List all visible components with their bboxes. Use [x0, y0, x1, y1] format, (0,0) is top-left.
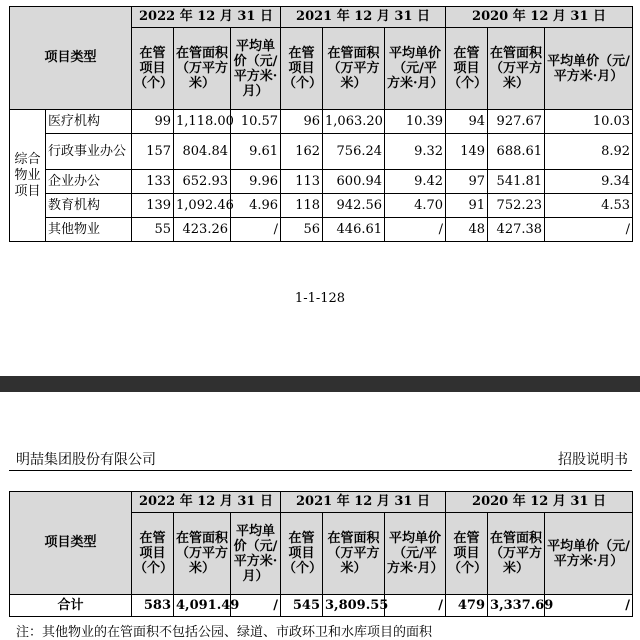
cell: 9.42	[385, 170, 446, 194]
header-count: 在管项目（个）	[132, 28, 174, 110]
cell: 1,063.20	[323, 110, 385, 134]
cell: 4.70	[385, 194, 446, 218]
cell: 545	[281, 595, 323, 617]
cell: /	[545, 595, 633, 617]
header-area: 在管面积（万平方米）	[488, 513, 545, 595]
cell: 4.96	[231, 194, 281, 218]
header-price: 平均单价（元/平方米·月）	[231, 513, 281, 595]
header-count: 在管项目（个）	[446, 513, 488, 595]
cell: 423.26	[174, 218, 231, 242]
cell: 4.53	[545, 194, 633, 218]
header-year-2020: 2020 年 12 月 31 日	[446, 7, 633, 28]
header-price: 平均单价（元/平方米·月）	[385, 28, 446, 110]
cell: 479	[446, 595, 488, 617]
header-area: 在管面积（万平方米）	[488, 28, 545, 110]
table-row	[10, 194, 633, 218]
header-price: 平均单价（元/平方米·月）	[231, 28, 281, 110]
table-row	[10, 110, 633, 134]
header-area: 在管面积（万平方米）	[174, 28, 231, 110]
cell: 133	[132, 170, 174, 194]
cell: 804.84	[174, 134, 231, 170]
cell: 3,337.69	[488, 595, 545, 617]
total-row	[10, 595, 633, 617]
cell: /	[385, 218, 446, 242]
cell: 97	[446, 170, 488, 194]
header-project-type: 项目类型	[10, 7, 132, 110]
cell: 8.92	[545, 134, 633, 170]
row-label: 企业办公	[46, 170, 132, 194]
header-count: 在管项目（个）	[446, 28, 488, 110]
property-table-continued	[9, 6, 633, 242]
cell: 942.56	[323, 194, 385, 218]
cell: 162	[281, 134, 323, 170]
row-label: 教育机构	[46, 194, 132, 218]
header-count: 在管项目（个）	[281, 513, 323, 595]
header-area: 在管面积（万平方米）	[323, 28, 385, 110]
cell: 446.61	[323, 218, 385, 242]
table-row	[10, 218, 633, 242]
cell: 10.39	[385, 110, 446, 134]
page-number: 1-1-128	[294, 291, 346, 306]
cell: 9.61	[231, 134, 281, 170]
header-project-type: 项目类型	[10, 492, 132, 595]
cell: 427.38	[488, 218, 545, 242]
header-area: 在管面积（万平方米）	[174, 513, 231, 595]
table-row	[10, 170, 633, 194]
header-price: 平均单价（元/平方米·月）	[545, 513, 633, 595]
header-year-2022: 2022 年 12 月 31 日	[132, 492, 281, 513]
cell: 583	[132, 595, 174, 617]
cell: 752.23	[488, 194, 545, 218]
cell: 652.93	[174, 170, 231, 194]
cell: /	[231, 218, 281, 242]
cell: 56	[281, 218, 323, 242]
header-year-2020: 2020 年 12 月 31 日	[446, 492, 633, 513]
group-label: 综合物业项目	[10, 110, 46, 242]
total-label: 合计	[10, 595, 132, 617]
cell: 541.81	[488, 170, 545, 194]
cell: 113	[281, 170, 323, 194]
cell: 149	[446, 134, 488, 170]
cell: /	[385, 595, 446, 617]
cell: 688.61	[488, 134, 545, 170]
header-count: 在管项目（个）	[281, 28, 323, 110]
cell: 3,809.55	[323, 595, 385, 617]
row-label: 医疗机构	[46, 110, 132, 134]
cell: 600.94	[323, 170, 385, 194]
header-price: 平均单价（元/平方米·月）	[545, 28, 633, 110]
cell: 927.67	[488, 110, 545, 134]
page-divider	[0, 376, 640, 392]
footnote: 注：其他物业的在管面积不包括公园、绿道、市政环卫和水库项目的面积	[16, 625, 433, 640]
cell: 99	[132, 110, 174, 134]
header-year-2022: 2022 年 12 月 31 日	[132, 7, 281, 28]
cell: 96	[281, 110, 323, 134]
cell: 91	[446, 194, 488, 218]
cell: 118	[281, 194, 323, 218]
header-rule	[9, 470, 632, 471]
header-price: 平均单价（元/平方米·月）	[385, 513, 446, 595]
document-type: 招股说明书	[558, 452, 628, 468]
cell: 48	[446, 218, 488, 242]
cell: 1,118.00	[174, 110, 231, 134]
header-count: 在管项目（个）	[132, 513, 174, 595]
row-label: 其他物业	[46, 218, 132, 242]
table-row	[10, 134, 633, 170]
cell: 1,092.46	[174, 194, 231, 218]
cell: 55	[132, 218, 174, 242]
cell: 157	[132, 134, 174, 170]
cell: 139	[132, 194, 174, 218]
cell: 9.32	[385, 134, 446, 170]
company-name: 明喆集团股份有限公司	[16, 452, 156, 468]
cell: 10.03	[545, 110, 633, 134]
property-table-total	[9, 491, 633, 617]
cell: 4,091.49	[174, 595, 231, 617]
row-label: 行政事业办公	[46, 134, 132, 170]
cell: 9.96	[231, 170, 281, 194]
cell: 94	[446, 110, 488, 134]
header-year-2021: 2021 年 12 月 31 日	[281, 492, 446, 513]
header-year-2021: 2021 年 12 月 31 日	[281, 7, 446, 28]
cell: /	[231, 595, 281, 617]
header-area: 在管面积（万平方米）	[323, 513, 385, 595]
cell: /	[545, 218, 633, 242]
cell: 9.34	[545, 170, 633, 194]
cell: 756.24	[323, 134, 385, 170]
cell: 10.57	[231, 110, 281, 134]
